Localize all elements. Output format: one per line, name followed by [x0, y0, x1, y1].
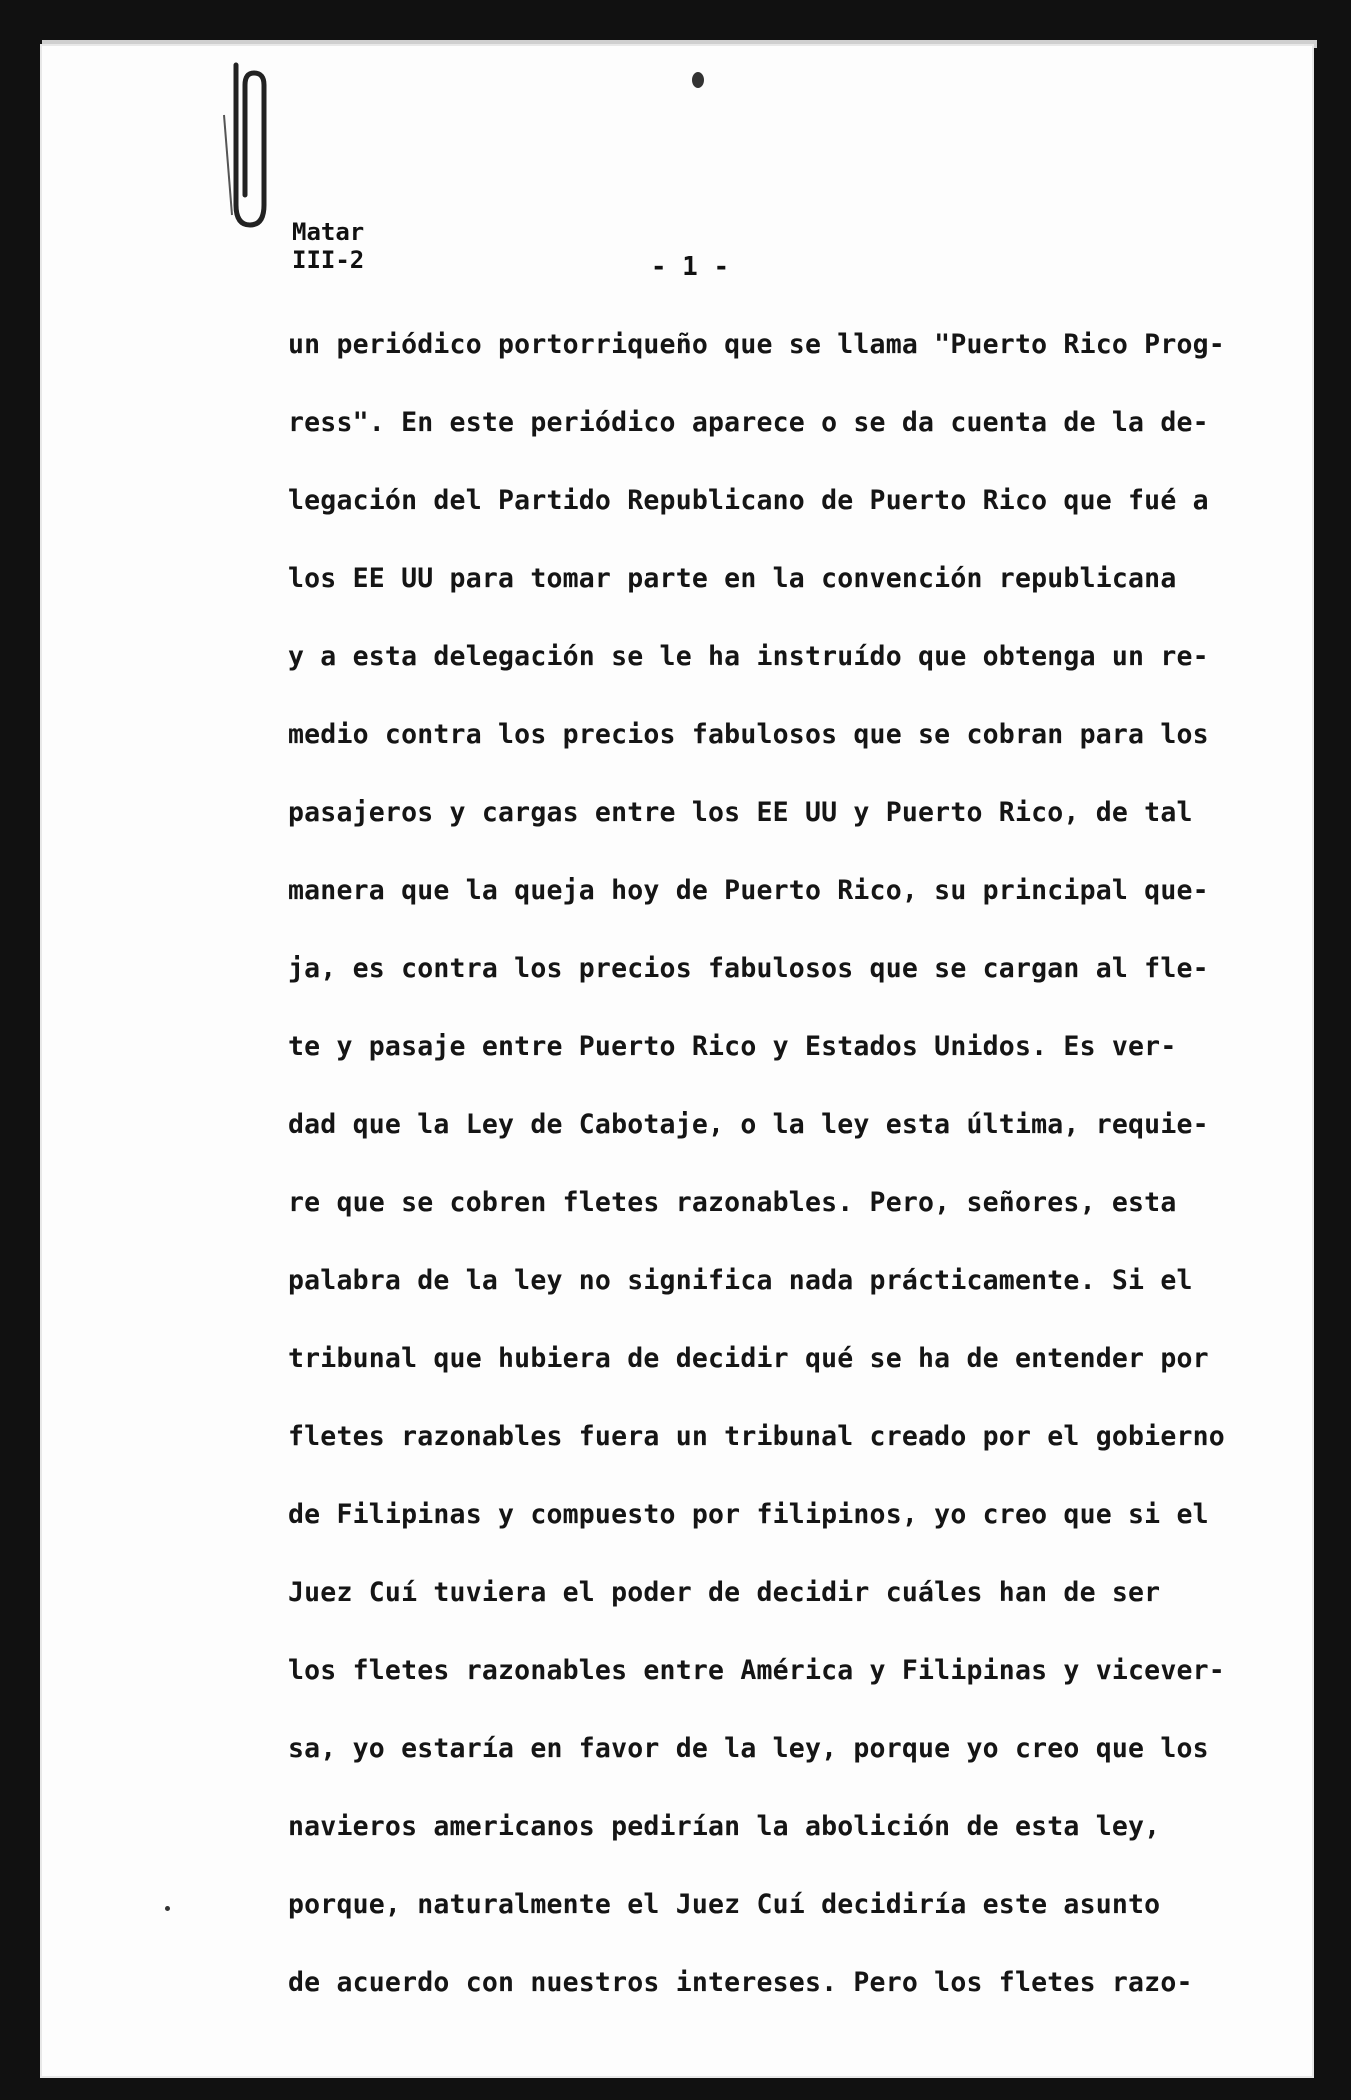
ink-speck	[692, 72, 704, 88]
text-line: te y pasaje entre Puerto Rico y Estados Unidos. Es ver-	[288, 1031, 1177, 1062]
text-line: navieros americanos pedirían la abolición de esta ley,	[288, 1811, 1161, 1842]
body-text	[288, 325, 1225, 2041]
header-reference: III-2	[292, 246, 365, 274]
ink-speck	[165, 1906, 170, 1911]
text-line: los fletes razonables entre América y Filipinas y vicever-	[288, 1655, 1225, 1686]
text-line: pasajeros y cargas entre los EE UU y Puerto Rico, de tal	[288, 797, 1193, 828]
text-line: dad que la Ley de Cabotaje, o la ley esta última, requie-	[288, 1109, 1209, 1140]
paper-clip-icon	[218, 55, 278, 230]
header-author: Matar	[292, 218, 365, 246]
text-line: un periódico portorriqueño que se llama "Puerto Rico Prog-	[288, 329, 1225, 360]
text-line: medio contra los precios fabulosos que se cobran para los	[288, 719, 1209, 750]
text-line: ress". En este periódico aparece o se da cuenta de la de-	[288, 407, 1209, 438]
text-line: tribunal que hubiera de decidir qué se ha de entender por	[288, 1343, 1209, 1374]
text-line: palabra de la ley no significa nada prácticamente. Si el	[288, 1265, 1193, 1296]
text-line: los EE UU para tomar parte en la convención republicana	[288, 563, 1177, 594]
text-line: porque, naturalmente el Juez Cuí decidiría este asunto	[288, 1889, 1161, 1920]
page-number: - 1 -	[650, 252, 730, 282]
text-line: manera que la queja hoy de Puerto Rico, su principal que-	[288, 875, 1209, 906]
text-line: re que se cobren fletes razonables. Pero, señores, esta	[288, 1187, 1177, 1218]
text-line: legación del Partido Republicano de Puerto Rico que fué a	[288, 485, 1209, 516]
text-line: ja, es contra los precios fabulosos que se cargan al fle-	[288, 953, 1209, 984]
text-line: fletes razonables fuera un tribunal creado por el gobierno	[288, 1421, 1225, 1452]
text-line: de Filipinas y compuesto por filipinos, yo creo que si el	[288, 1499, 1209, 1530]
text-line: Juez Cuí tuviera el poder de decidir cuáles han de ser	[288, 1577, 1161, 1608]
text-line: sa, yo estaría en favor de la ley, porque yo creo que los	[288, 1733, 1209, 1764]
text-line: de acuerdo con nuestros intereses. Pero los fletes razo-	[288, 1967, 1193, 1998]
document-header	[292, 218, 364, 274]
text-line: y a esta delegación se le ha instruído que obtenga un re-	[288, 641, 1209, 672]
